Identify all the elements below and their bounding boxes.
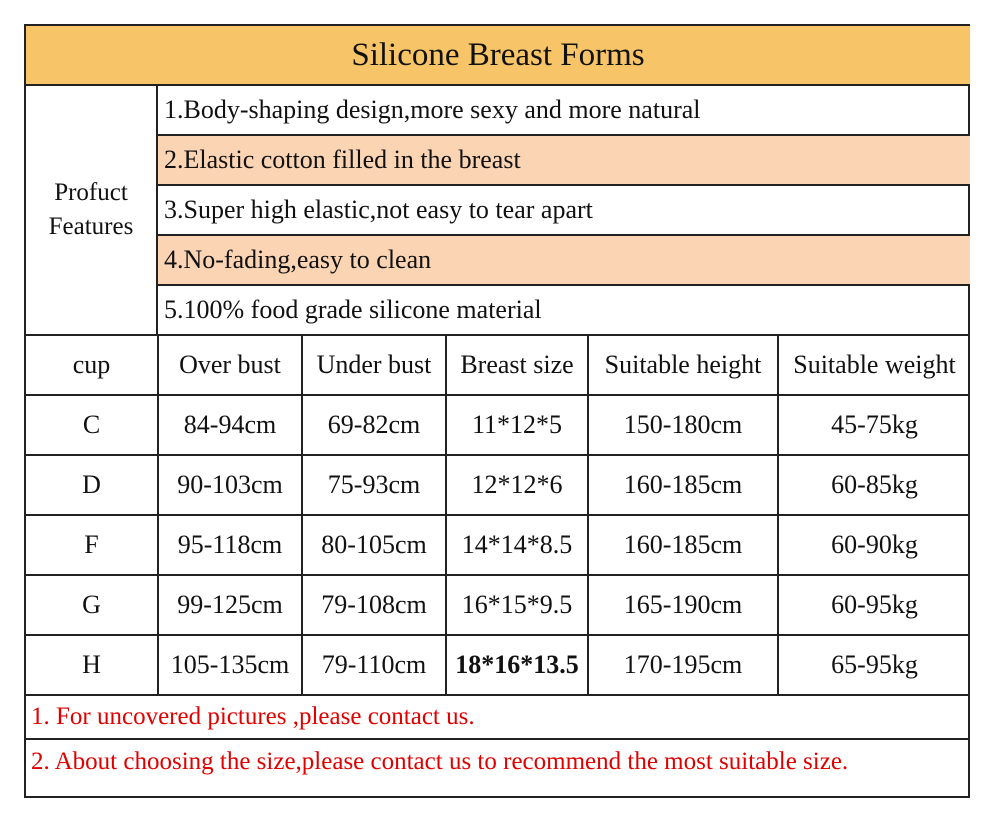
table-row — [26, 395, 970, 455]
cell-suitable-weight: 65-95kg — [778, 635, 970, 695]
cell-over-bust: 95-118cm — [158, 515, 302, 575]
note-uncovered-pictures: 1. For uncovered pictures ,please contact us. — [26, 696, 970, 740]
cell-cup: C — [26, 395, 158, 455]
feature-item-4: 4.No-fading,easy to clean — [158, 236, 970, 286]
feature-item-3: 3.Super high elastic,not easy to tear apart — [158, 186, 970, 236]
cell-suitable-weight: 45-75kg — [778, 395, 970, 455]
cell-suitable-height: 160-185cm — [588, 515, 778, 575]
table-row — [26, 515, 970, 575]
header-over-bust: Over bust — [158, 336, 302, 395]
table-header-row — [26, 336, 970, 395]
cell-suitable-weight: 60-85kg — [778, 455, 970, 515]
cell-breast-size: 14*14*8.5 — [446, 515, 588, 575]
cell-under-bust: 69-82cm — [302, 395, 446, 455]
cell-breast-size: 16*15*9.5 — [446, 575, 588, 635]
cell-cup: F — [26, 515, 158, 575]
cell-breast-size: 18*16*13.5 — [446, 635, 588, 695]
header-suitable-height: Suitable height — [588, 336, 778, 395]
header-under-bust: Under bust — [302, 336, 446, 395]
cell-suitable-height: 165-190cm — [588, 575, 778, 635]
cell-suitable-weight: 60-90kg — [778, 515, 970, 575]
cell-under-bust: 80-105cm — [302, 515, 446, 575]
cell-suitable-weight: 60-95kg — [778, 575, 970, 635]
cell-over-bust: 99-125cm — [158, 575, 302, 635]
chart-title: Silicone Breast Forms — [26, 26, 970, 86]
cell-suitable-height: 150-180cm — [588, 395, 778, 455]
cell-suitable-height: 160-185cm — [588, 455, 778, 515]
cell-cup: H — [26, 635, 158, 695]
cell-over-bust: 105-135cm — [158, 635, 302, 695]
cell-over-bust: 90-103cm — [158, 455, 302, 515]
cell-breast-size: 12*12*6 — [446, 455, 588, 515]
features-label — [26, 86, 158, 336]
size-chart — [24, 24, 970, 798]
cell-under-bust: 75-93cm — [302, 455, 446, 515]
cell-breast-size: 11*12*5 — [446, 395, 588, 455]
header-breast-size: Breast size — [446, 336, 588, 395]
table-row — [26, 575, 970, 635]
note-choosing-size: 2. About choosing the size,please contact us to recommend the most suitable size. — [31, 748, 849, 775]
header-cup: cup — [26, 336, 158, 395]
cell-suitable-height: 170-195cm — [588, 635, 778, 695]
size-table — [26, 336, 970, 696]
feature-item-2: 2.Elastic cotton filled in the breast — [158, 136, 970, 186]
features-label-line2: Features — [48, 213, 134, 240]
cell-cup: G — [26, 575, 158, 635]
feature-item-1: 1.Body-shaping design,more sexy and more natural — [158, 86, 970, 136]
feature-item-5: 5.100% food grade silicone material — [158, 286, 970, 336]
cell-cup: D — [26, 455, 158, 515]
header-suitable-weight: Suitable weight — [778, 336, 970, 395]
features-label-line1: Profuct — [54, 179, 128, 206]
cell-over-bust: 84-94cm — [158, 395, 302, 455]
table-row — [26, 635, 970, 695]
cell-under-bust: 79-110cm — [302, 635, 446, 695]
table-row — [26, 455, 970, 515]
cell-under-bust: 79-108cm — [302, 575, 446, 635]
